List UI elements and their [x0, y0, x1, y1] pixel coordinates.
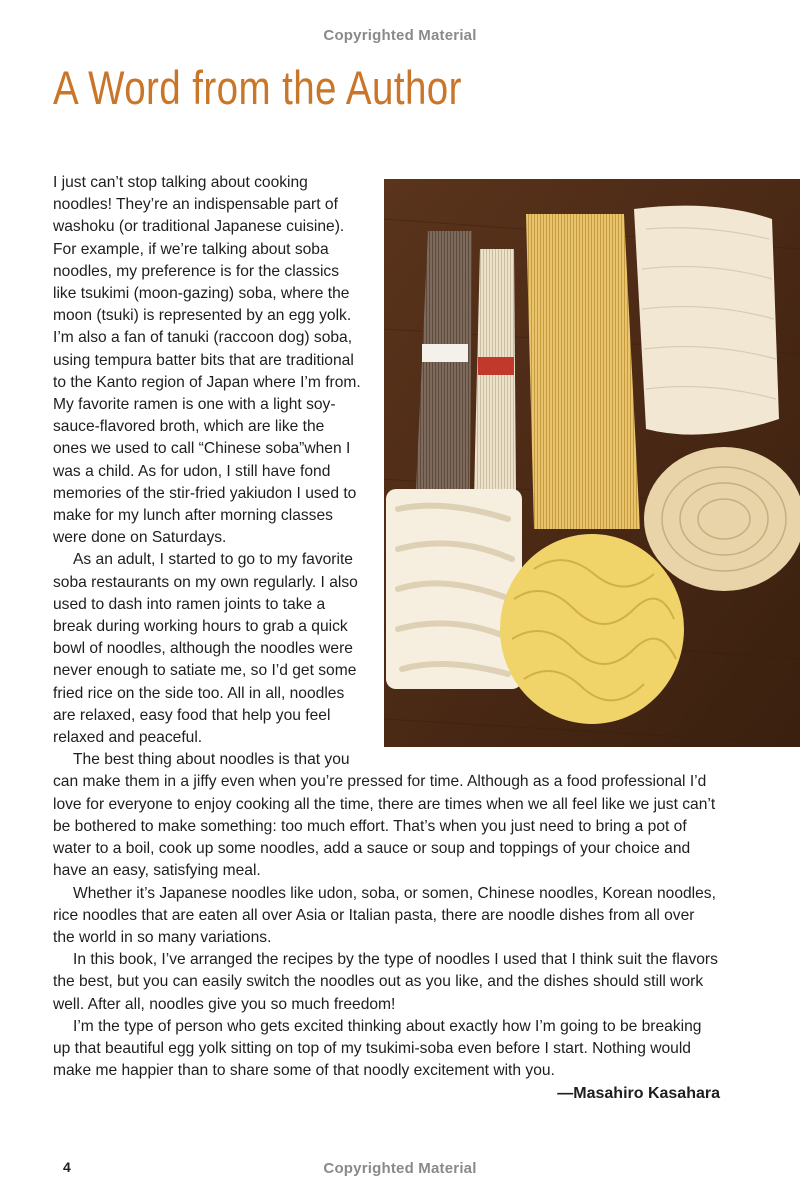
photo-text-wrap-spacer: [375, 172, 720, 752]
paragraph-5: In this book, I’ve arranged the recipes by the type of noodles I used that I think suit the flavors the best, but you can easily switch the noodles out as you like, and the dishes should still work well. After all, noodles give you so much freedom!: [53, 951, 718, 1013]
article-body: [53, 172, 720, 1082]
paragraph-2: As an adult, I started to go to my favorite soba restaurants on my own regularly. I also used to dash into ramen joints to take a break during working hours to grab a quick bowl of noodles, although the noodles were never enough to satiate me, so I’d get some fried rice on the side too. All in all, noodles are relaxed, easy food that help you feel relaxed and peaceful.: [53, 551, 358, 747]
copyright-watermark-bottom: Copyrighted Material: [323, 1160, 477, 1177]
page-number: 4: [63, 1159, 71, 1175]
paragraph-6: I’m the type of person who gets excited thinking about exactly how I’m going to be breaking up that beautiful egg yolk sitting on top of my tsukimi-soba even before I start. Nothing would make me happier than to share some of that noodly excitement with you.: [53, 1017, 702, 1080]
copyright-watermark-top: Copyrighted Material: [323, 27, 477, 44]
paragraph-3: The best thing about noodles is that you can make them in a jiffy even when you’re pressed for time. Although as a food professional I’d love for everyone to enjoy cooking all the time, there are times when we all feel like we just can’t be bothered to make something: too much effort. That’s when you just need to bring a pot of water to a boil, cook up some noodles, add a sauce or soup and toppings of your choice and have an easy, satisfying meal.: [53, 751, 716, 880]
author-signature: —Masahiro Kasahara: [557, 1085, 720, 1102]
paragraph-1: I just can’t stop talking about cooking noodles! They’re an indispensable part of washoku (or traditional Japanese cuisine). For example, if we’re talking about soba noodles, my preference is for the classics like tsukimi (moon-gazing) soba, where the moon (tsuki) is represented by an egg yolk. I’m also a fan of tanuki (raccoon dog) soba, using tempura batter bits that are traditional to the Kanto region of Japan where I’m from. My favorite ramen is one with a light soy-sauce-flavored broth, which are like the ones we used to call “Chinese soba”when I was a child. As for udon, I still have fond memories of the stir-fried yakiudon I used to make for my lunch after morning classes were done on Saturdays.: [53, 174, 361, 547]
paragraph-4: Whether it’s Japanese noodles like udon, soba, or somen, Chinese noodles, Korean noodles, rice noodles that are eaten all over Asia or Italian pasta, there are noodle dishes from all over the world in so many variations.: [53, 884, 716, 946]
page-title: A Word from the Author: [53, 61, 462, 114]
